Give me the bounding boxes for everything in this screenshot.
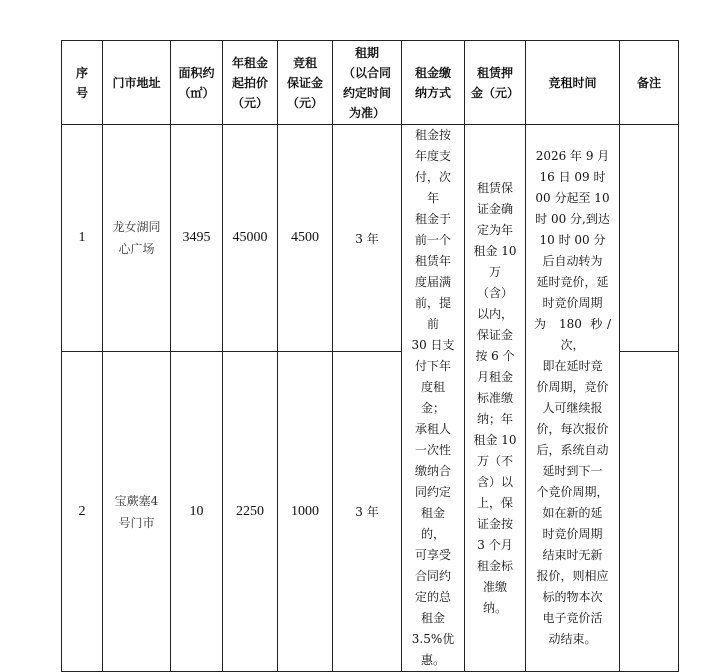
header-deposit: 竞租 保证金 （元） [278, 41, 333, 125]
table-row [62, 125, 679, 352]
header-term: 租期 （以合同 约定时间 为准） [333, 41, 402, 125]
row-deposit: 1000 [278, 352, 333, 672]
header-time: 竞租时间 [526, 41, 620, 125]
auction-time-cell: 2026 年 9 月 16 日 09 时 00 分起至 10 时 00 分,到达 10 时 00 分 后自动转为 延时竞价，延 时竞价周期 为 180 秒/次， 即在延时竞 价周期，竞价 人可继续报 价，每次报价 后，系统自动 延时到下一 个竞价周期， 如在新的延 时竞价周期 结束时无新 报价，则相应 标的物本次 电子竞价活 动结束。 [526, 125, 620, 672]
payment-method-cell: 租金按 年度支 付，次年 租金于 前一个 租赁年 度届满 前，提前 30 日支 付下年 度租金； 承租人 一次性 缴纳合 同约定 租金的， 可享受 合同约 定的总 租金 3.5%优 惠。 [402, 125, 465, 672]
row-note [620, 352, 679, 672]
lease-table [61, 40, 679, 672]
row-seq: 1 [62, 125, 103, 352]
row-address: 龙女湖同 心广场 [103, 125, 171, 352]
row-seq: 2 [62, 352, 103, 672]
row-start-price: 2250 [223, 352, 278, 672]
header-address: 门市地址 [103, 41, 171, 125]
header-row [62, 41, 679, 125]
header-note: 备注 [620, 41, 679, 125]
row-address: 宝蕨塞4 号门市 [103, 352, 171, 672]
header-seq: 序 号 [62, 41, 103, 125]
header-area: 面积约 （㎡） [171, 41, 223, 125]
row-start-price: 45000 [223, 125, 278, 352]
row-area: 3495 [171, 125, 223, 352]
header-security: 租赁押 金（元） [465, 41, 526, 125]
row-area: 10 [171, 352, 223, 672]
row-term: 3 年 [333, 125, 402, 352]
row-term: 3 年 [333, 352, 402, 672]
security-deposit-cell: 租赁保 证金确 定为年 租金 10 万（含） 以内， 保证金 按 6 个 月租金 标准缴 纳；年 租金 10 万（不 含）以 上，保 证金按 3 个月 租金标 准缴 纳。 [465, 125, 526, 672]
header-start-price: 年租金 起拍价 （元） [223, 41, 278, 125]
header-payment: 租金缴 纳方式 [402, 41, 465, 125]
row-deposit: 4500 [278, 125, 333, 352]
row-note [620, 125, 679, 352]
